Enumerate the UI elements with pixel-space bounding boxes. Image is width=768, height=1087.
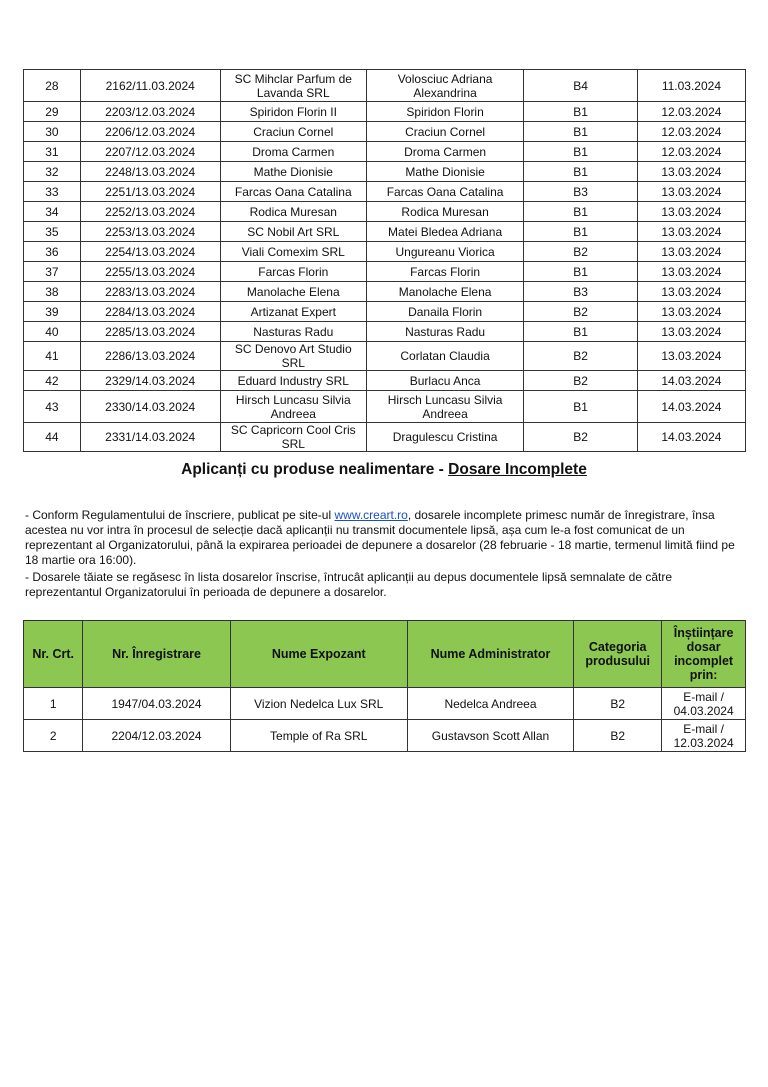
row-number-cell: 35 [24,222,81,242]
row-number-cell: 28 [24,70,81,102]
exhibitor-name-cell: Viali Comexim SRL [220,242,366,262]
registration-number-cell: 2284/13.03.2024 [80,302,220,322]
table-row [24,222,746,242]
date-cell: 12.03.2024 [637,142,745,162]
row-number-cell: 38 [24,282,81,302]
exhibitor-name-cell: Hirsch Luncasu Silvia Andreea [220,391,366,423]
exhibitor-name-cell: Farcas Florin [220,262,366,282]
column-header: Înștiințare dosar incomplet prin: [662,621,746,688]
notification-cell: E-mail / 04.03.2024 [662,688,746,720]
registration-number-cell: 2329/14.03.2024 [80,371,220,391]
section-title-prefix: Aplicanți cu produse nealimentare - [181,461,449,478]
product-category-cell: B1 [524,142,638,162]
column-header: Nr. Înregistrare [83,621,230,688]
registration-number-cell: 2255/13.03.2024 [80,262,220,282]
administrator-name-cell: Ungureanu Viorica [366,242,523,262]
table-row [24,182,746,202]
struck-files-note: - Dosarele tăiate se regăsesc în lista dosarelor înscrise, întrucât aplicanții au depus documentele lipsă semnalate de către reprezentantul Organizatorului în perioada de depunere a dosarelor. [25,570,673,599]
registration-number-cell: 2252/13.03.2024 [80,202,220,222]
registration-number-cell: 2253/13.03.2024 [80,222,220,242]
administrator-name-cell: Manolache Elena [366,282,523,302]
administrator-name-cell: Rodica Muresan [366,202,523,222]
date-cell: 12.03.2024 [637,122,745,142]
row-number-cell: 31 [24,142,81,162]
exhibitor-name-cell: SC Denovo Art Studio SRL [220,342,366,371]
administrator-name-cell: Matei Bledea Adriana [366,222,523,242]
table-header-row [24,621,746,688]
exhibitor-name-cell: Eduard Industry SRL [220,371,366,391]
product-category-cell: B2 [524,423,638,452]
row-number-cell: 32 [24,162,81,182]
administrator-name-cell: Corlatan Claudia [366,342,523,371]
row-number-cell: 40 [24,322,81,342]
row-number-cell: 37 [24,262,81,282]
creart-link[interactable]: www.creart.ro [334,508,408,522]
date-cell: 13.03.2024 [637,322,745,342]
registration-number-cell: 2203/12.03.2024 [80,102,220,122]
table-row [24,102,746,122]
exhibitor-name-cell: SC Nobil Art SRL [220,222,366,242]
administrator-name-cell: Dragulescu Cristina [366,423,523,452]
administrator-name-cell: Volosciuc Adriana Alexandrina [366,70,523,102]
product-category-cell: B1 [524,262,638,282]
exhibitor-name-cell: Manolache Elena [220,282,366,302]
administrator-name-cell: Gustavson Scott Allan [407,720,573,752]
registration-number-cell: 2285/13.03.2024 [80,322,220,342]
date-cell: 14.03.2024 [637,371,745,391]
date-cell: 13.03.2024 [637,222,745,242]
exhibitor-name-cell: Vizion Nedelca Lux SRL [230,688,407,720]
rules-text-end: , dosarele incomplete primesc număr de înregistrare, însa acestea nu vor intra în procesul de selecție dacă aplicanții nu transmit documentele lipsă, așa cum le-a fost comunicat de un reprezentant al Organizatorului, până la expirarea perioadei de depunere a dosarelor (28 februarie - 18 martie, termenul limită fiind pe 18 martie ora 16:00). [25,508,735,567]
product-category-cell: B2 [524,302,638,322]
product-category-cell: B3 [524,182,638,202]
product-category-cell: B1 [524,222,638,242]
administrator-name-cell: Farcas Oana Catalina [366,182,523,202]
registration-number-cell: 2204/12.03.2024 [83,720,230,752]
table-row [24,423,746,452]
row-number-cell: 43 [24,391,81,423]
administrator-name-cell: Craciun Cornel [366,122,523,142]
registration-number-cell: 2248/13.03.2024 [80,162,220,182]
registration-number-cell: 2162/11.03.2024 [80,70,220,102]
administrator-name-cell: Nasturas Radu [366,322,523,342]
exhibitor-name-cell: Craciun Cornel [220,122,366,142]
table-row [24,122,746,142]
table-row [24,391,746,423]
section-title-underlined: Dosare Incomplete [448,461,587,478]
row-number-cell: 33 [24,182,81,202]
administrator-name-cell: Nedelca Andreea [407,688,573,720]
row-number-cell: 42 [24,371,81,391]
date-cell: 13.03.2024 [637,342,745,371]
row-number-cell: 1 [24,688,83,720]
date-cell: 13.03.2024 [637,162,745,182]
date-cell: 13.03.2024 [637,242,745,262]
table-row [24,720,746,752]
administrator-name-cell: Mathe Dionisie [366,162,523,182]
date-cell: 12.03.2024 [637,102,745,122]
table-row [24,262,746,282]
registration-number-cell: 2286/13.03.2024 [80,342,220,371]
administrator-name-cell: Hirsch Luncasu Silvia Andreea [366,391,523,423]
exhibitor-name-cell: Temple of Ra SRL [230,720,407,752]
column-header: Nume Expozant [230,621,407,688]
row-number-cell: 39 [24,302,81,322]
row-number-cell: 2 [24,720,83,752]
table-row [24,688,746,720]
date-cell: 13.03.2024 [637,262,745,282]
registration-number-cell: 2330/14.03.2024 [80,391,220,423]
product-category-cell: B1 [524,322,638,342]
product-category-cell: B1 [524,162,638,182]
administrator-name-cell: Burlacu Anca [366,371,523,391]
exhibitor-name-cell: Farcas Oana Catalina [220,182,366,202]
notification-cell: E-mail / 12.03.2024 [662,720,746,752]
product-category-cell: B4 [524,70,638,102]
registration-number-cell: 2254/13.03.2024 [80,242,220,262]
date-cell: 14.03.2024 [637,391,745,423]
exhibitor-name-cell: Nasturas Radu [220,322,366,342]
rules-text-start: - Conform Regulamentului de înscriere, publicat pe site-ul [25,508,335,522]
product-category-cell: B2 [574,688,662,720]
exhibitor-name-cell: SC Mihclar Parfum de Lavanda SRL [220,70,366,102]
date-cell: 11.03.2024 [637,70,745,102]
table-row [24,282,746,302]
rules-paragraph [25,508,747,568]
date-cell: 13.03.2024 [637,282,745,302]
product-category-cell: B2 [524,371,638,391]
exhibitor-name-cell: Mathe Dionisie [220,162,366,182]
product-category-cell: B2 [574,720,662,752]
row-number-cell: 30 [24,122,81,142]
product-category-cell: B1 [524,122,638,142]
row-number-cell: 36 [24,242,81,262]
administrator-name-cell: Farcas Florin [366,262,523,282]
administrator-name-cell: Spiridon Florin [366,102,523,122]
product-category-cell: B2 [524,342,638,371]
registration-number-cell: 2251/13.03.2024 [80,182,220,202]
exhibitor-name-cell: Spiridon Florin II [220,102,366,122]
table-row [24,70,746,102]
column-header: Nume Administrator [407,621,573,688]
column-header: Nr. Crt. [24,621,83,688]
registration-number-cell: 2207/12.03.2024 [80,142,220,162]
registration-number-cell: 1947/04.03.2024 [83,688,230,720]
product-category-cell: B3 [524,282,638,302]
exhibitor-name-cell: SC Capricorn Cool Cris SRL [220,423,366,452]
table-row [24,322,746,342]
table-row [24,242,746,262]
row-number-cell: 44 [24,423,81,452]
table-row [24,342,746,371]
column-header: Categoria produsului [574,621,662,688]
date-cell: 14.03.2024 [637,423,745,452]
table-row [24,302,746,322]
registered-applicants-table [23,69,746,452]
registration-number-cell: 2206/12.03.2024 [80,122,220,142]
product-category-cell: B1 [524,391,638,423]
exhibitor-name-cell: Rodica Muresan [220,202,366,222]
table-row [24,142,746,162]
date-cell: 13.03.2024 [637,182,745,202]
product-category-cell: B2 [524,242,638,262]
date-cell: 13.03.2024 [637,302,745,322]
row-number-cell: 34 [24,202,81,222]
registration-number-cell: 2331/14.03.2024 [80,423,220,452]
product-category-cell: B1 [524,102,638,122]
administrator-name-cell: Danaila Florin [366,302,523,322]
row-number-cell: 29 [24,102,81,122]
table-row [24,162,746,182]
registration-number-cell: 2283/13.03.2024 [80,282,220,302]
administrator-name-cell: Droma Carmen [366,142,523,162]
table-row [24,202,746,222]
exhibitor-name-cell: Artizanat Expert [220,302,366,322]
table-row [24,371,746,391]
exhibitor-name-cell: Droma Carmen [220,142,366,162]
section-title [0,461,768,479]
date-cell: 13.03.2024 [637,202,745,222]
row-number-cell: 41 [24,342,81,371]
incomplete-files-table [23,620,746,752]
product-category-cell: B1 [524,202,638,222]
